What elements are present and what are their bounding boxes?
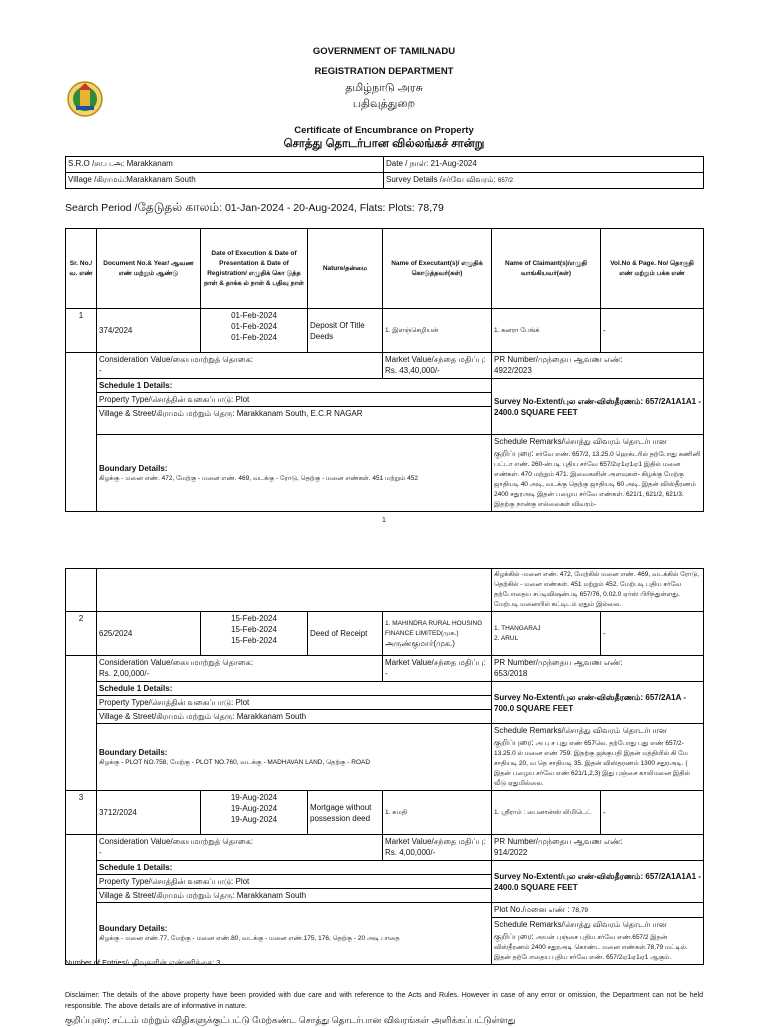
disclaimer: Disclaimer: The details of the above property have been provided with due care and with reference to the Acts and Rules. However in case of any error or omission, the Department can not be held responsible. The above details are of informative in nature. [65, 992, 703, 1010]
pr-value: 653/2018 [494, 669, 528, 678]
date-registration: 19-Aug-2024 [230, 815, 278, 824]
date-cell: Date / நாள்: 21-Aug-2024 [384, 157, 704, 173]
entry-nature: Deposit Of Title Deeds [308, 309, 383, 353]
consideration-value: Rs. 2,00,000/- [99, 669, 150, 678]
market-label: Market Value/சந்தை மதிப்பு: [385, 658, 486, 667]
remarks-value: அயன் புஞ்சை புதிய சர்வே எண்.657/2 இதன் விஸ்தீரணம் 2400 சதுரஅடி கொண்ட மனை எண்கள்.78,79 மட்டில். இதன் தற்போதைய புதிய சர்வே எண். 657/2ஏ1ஏ1ஏ1 ஆகும். [494, 934, 688, 961]
dept-title-tamil: பதிவுத்துறை [352, 98, 416, 110]
entry-sr: 1 [66, 309, 97, 353]
date-execution: 15-Feb-2024 [231, 614, 277, 623]
village-street: Village & Street/கிராமம் மற்றும் தெரு: Marakkanam South [97, 710, 492, 724]
plot-no-cell [492, 903, 704, 918]
certificate-title-tamil: சொத்து தொடர்பான வில்லங்கச் சான்று [283, 138, 485, 150]
pr-cell [492, 353, 704, 379]
encumbrance-table-page-1 [65, 228, 704, 512]
remarks-value: அ பு ச புது எண் 657லெ. தற்போது புது எண் 657/2-13.25.0 ல் மனை எண் 759. இதற்கு ஜக்குபதி இதன் மத்தியில் கி மே சாதியடி 20, வ தெ சாதியடி 35. இதன் விஸ்தரணம் 1300 சதுரஅடி. ( இதன் பழைய சர்வே எண் 621/1,2,3) இது புஞ்சை காலிமனை இதில் வீடு ஏதுமில்லை. [494, 740, 690, 787]
entry-executant [383, 612, 492, 656]
entry-claimant: 1. கனரா பேங்க் [492, 309, 601, 353]
col-claimant: Name of Claimant(s)/எழுதி வாங்கியவர்(கள்) [492, 229, 601, 309]
disclaimer-tamil: குறிப்புரை: சட்டம் மற்றும் விதிகளுக்குட்பட்டு மேற்கண்ட சொத்து தொடர்பான விவரங்கள் அளிக்கப்பட்டுள்ளது [65, 1015, 516, 1025]
schedule-label: Schedule 1 Details: [97, 682, 492, 696]
survey-details-cell [384, 173, 704, 189]
entry-nature: Mortgage without possession deed [308, 791, 383, 835]
survey-extent-value: 657/2A1A1A1 - 2400.0 SQUARE FEET [494, 871, 701, 892]
entries-count: Number of Entries/பதிவுகளின் எண்ணிக்கை: 3 [65, 958, 221, 967]
consideration-label: Consideration Value/கையமாற்றுத் தொகை: [99, 355, 253, 364]
pr-value: 914/2022 [494, 848, 528, 857]
entry-dates [201, 791, 308, 835]
plot-no-value: 78,79 [571, 907, 589, 914]
certificate-title: Certificate of Encumbrance on Property [294, 125, 474, 136]
market-value: Rs. 43,40,000/- [385, 366, 440, 375]
market-label: Market Value/சந்தை மதிப்பு: [385, 355, 486, 364]
boundary-label: Boundary Details: [99, 463, 168, 473]
survey-extent-value: 657/2A1A1A1 - 2400.0 SQUARE FEET [494, 396, 701, 417]
consideration-label: Consideration Value/கையமாற்றுத் தொகை: [99, 837, 253, 846]
remarks-cell [492, 918, 704, 965]
entry-executant: 1. இளஞ்செழியன் [383, 309, 492, 353]
table-row [66, 791, 704, 835]
survey-details-label: Survey Details /சர்வே விவரம்: [386, 175, 496, 184]
consideration-cell [97, 353, 383, 379]
boundary-cell [97, 903, 492, 965]
page-number: 1 [382, 517, 386, 524]
entry-vol: - [601, 791, 704, 835]
executant-2: அருண்குமார்(முக.) [385, 638, 455, 648]
entry-nature: Deed of Receipt [308, 612, 383, 656]
date-registration: 01-Feb-2024 [231, 333, 277, 342]
col-sr-no: Sr. No./ வ. எண் [66, 229, 97, 309]
sro-cell: S.R.O /சா.ப.அ: Marakkanam [66, 157, 384, 173]
col-document-no: Document No.& Year/ ஆவண எண் மற்றும் ஆண்டு [97, 229, 201, 309]
consideration-value: - [99, 366, 102, 375]
remarks-cell [492, 724, 704, 791]
schedule-label: Schedule 1 Details: [97, 861, 492, 875]
entry-claimant [492, 612, 601, 656]
entry-vol: - [601, 612, 704, 656]
entry-doc: 625/2024 [97, 612, 201, 656]
survey-extent-cell [492, 379, 704, 435]
property-type: Property Type/சொத்தின் வகைப்பாடு: Plot [97, 696, 492, 710]
survey-extent-label: Survey No-Extent/புல எண்-விஸ்தீரணம்: [494, 692, 644, 702]
pr-cell [492, 835, 704, 861]
plot-no-label: Plot No./மனை எண் : [494, 905, 570, 914]
info-table [65, 156, 704, 189]
pr-label: PR Number/முந்தைய ஆவண எண்: [494, 355, 623, 364]
village-street: Village & Street/கிராமம் மற்றும் தெரு: Marakkanam South, E.C.R NAGAR [97, 407, 492, 435]
col-nature: Nature/தன்மை [308, 229, 383, 309]
consideration-cell [97, 656, 383, 682]
village-street: Village & Street/கிராமம் மற்றும் தெரு: Marakkanam South [97, 889, 492, 903]
survey-extent-value: 657/2A1A - 700.0 SQUARE FEET [494, 692, 686, 713]
market-value: - [385, 669, 388, 678]
boundary-value: கிழக்கு - PLOT NO.758, மேற்கு - PLOT NO.760, வடக்கு - MADHAVAN LAND, தெற்கு - ROAD [99, 758, 371, 766]
remarks-label: Schedule Remarks/சொத்து விவரம் தொடர்பான குறிப்புரை: [494, 726, 667, 747]
remarks-label: Schedule Remarks/சொத்து விவரம் தொடர்பான குறிப்புரை: [494, 920, 667, 941]
executant-1: 1. MAHINDRA RURAL HOUSING FINANCE LIMITED(முக.) [385, 619, 483, 637]
table-row [66, 612, 704, 656]
consideration-cell [97, 835, 383, 861]
boundary-value: கிழக்கு - மனை எண். 472, மேற்கு - மனை எண். 469, வடக்கு - ரோடு, தெற்கு - மனை எண்கள். 451 மற்றும் 452 [99, 474, 418, 482]
pr-label: PR Number/முந்தைய ஆவண எண்: [494, 837, 623, 846]
date-registration: 15-Feb-2024 [231, 636, 277, 645]
market-label: Market Value/சந்தை மதிப்பு: [385, 837, 486, 846]
survey-extent-cell [492, 682, 704, 724]
entry-claimant: 1. ஸ்ரீராம் : பைனான்ஸ் லிமிடெட் [492, 791, 601, 835]
claimant-2: 2. ARUL [494, 634, 519, 642]
continued-remarks: கிழக்கில் -மனை எண். 472, மேற்கில் மனை எண். 469, வடக்கில் ரோடு, தெற்கில் - மனை எண்கள். 451 மற்றும் 452. மேற்படி புதிய சர்வே தற்போதைய சப்டிவிஷன்படி 657/76, 0.02.0 ஏர்ஸ் பிரிந்துள்ளது. மேற்படி மனையில் கட்டிடம் ஏதும் இல்லை. [492, 569, 704, 612]
entry-doc: 3712/2024 [97, 791, 201, 835]
market-cell [383, 353, 492, 379]
consideration-value: - [99, 848, 102, 857]
boundary-label: Boundary Details: [99, 747, 168, 757]
date-execution: 19-Aug-2024 [230, 793, 278, 802]
date-presentation: 15-Feb-2024 [231, 625, 277, 634]
date-presentation: 01-Feb-2024 [231, 322, 277, 331]
market-cell [383, 835, 492, 861]
entry-dates [201, 612, 308, 656]
entry-sr: 2 [66, 612, 97, 656]
col-vol-page: Vol.No & Page. No/ தொகுதி எண் மற்றும் பக்க எண் [601, 229, 704, 309]
pr-cell [492, 656, 704, 682]
boundary-label: Boundary Details: [99, 924, 168, 933]
remarks-value: சர்வே எண். 657/2, 13.25.0 ஹெக்டரில் தற்போது கணினி பட்டா எண். 260-ன்படி புதிய சர்வே 657/2ஏ1ஏ1ஏ1 இதில் மனை எண்கள். 470 மற்றும் 471. இவைகளின் அளவுகள்- கிழக்கு மேற்கு ஜாதியடி 40 அடி, வடக்கு தெற்கு ஜாதியடி 60 அடி. இதன் விஸ்தீரணம் 2400 சதுரஅடி இதன் பழைய சர்வே எண்கள். 621/1, 621/2, 621/3. இதற்கு நான்கு எல்லைகள் விவரம்- [494, 451, 701, 508]
remarks-cell [492, 435, 704, 512]
pr-label: PR Number/முந்தைய ஆவண எண்: [494, 658, 623, 667]
boundary-cell [97, 435, 492, 512]
remarks-label: Schedule Remarks/சொத்து விவரம் தொடர்பான குறிப்புரை: [494, 437, 667, 458]
search-period-range: : 01-Jan-2024 - 20-Aug-2024, Flats: Plots: 78,79 [219, 202, 444, 214]
entry-executant: 1. சுமதி [383, 791, 492, 835]
entry-vol: - [601, 309, 704, 353]
encumbrance-table-page-2 [65, 568, 704, 965]
search-period-tamil: தேடுதல் காலம் [137, 200, 220, 214]
entry-doc: 374/2024 [97, 309, 201, 353]
gov-title: GOVERNMENT OF TAMILNADU [312, 46, 456, 57]
market-cell [383, 656, 492, 682]
claimant-1: 1. THANGARAJ [494, 624, 541, 632]
gov-title-tamil: தமிழ்நாடு அரசு [345, 82, 423, 94]
table-row [66, 309, 704, 353]
date-execution: 01-Feb-2024 [231, 311, 277, 320]
col-dates: Date of Execution & Date of Presentation & Date of Registration/ எழுதிக் கொ டுத்த நாள் & தாக்க ல் நாள் & பதிவு நாள் [201, 229, 308, 309]
property-type: Property Type/சொத்தின் வகைப்பாடு: Plot [97, 393, 492, 407]
date-presentation: 19-Aug-2024 [230, 804, 278, 813]
survey-extent-label: Survey No-Extent/புல எண்-விஸ்தீரணம்: [494, 396, 644, 406]
survey-extent-label: Survey No-Extent/புல எண்-விஸ்தீரணம்: [494, 871, 644, 881]
search-period [65, 200, 444, 216]
entry-dates [201, 309, 308, 353]
market-value: Rs. 4,00,000/- [385, 848, 436, 857]
pr-value: 4922/2023 [494, 366, 532, 375]
survey-details-value: 657/2 [497, 178, 513, 184]
schedule-label: Schedule 1 Details: [97, 379, 492, 393]
consideration-label: Consideration Value/கையமாற்றுத் தொகை: [99, 658, 253, 667]
col-executant: Name of Executant(s)/ எழுதிக் கொடுத்தவர்(கள்) [383, 229, 492, 309]
boundary-value: கிழக்கு - மனை எண்.77, மேற்கு - மனை எண்.80, வடக்கு - மனை எண்.175, 176, தெற்கு - 20 அடி பாதை [99, 935, 400, 942]
property-type: Property Type/சொத்தின் வகைப்பாடு: Plot [97, 875, 492, 889]
survey-extent-cell [492, 861, 704, 903]
entry-sr: 3 [66, 791, 97, 835]
search-period-prefix: Search Period / [65, 202, 138, 214]
dept-title: REGISTRATION DEPARTMENT [314, 66, 454, 77]
boundary-cell [97, 724, 492, 791]
village-cell: Village /கிராமம்:Marakkanam South [66, 173, 384, 189]
